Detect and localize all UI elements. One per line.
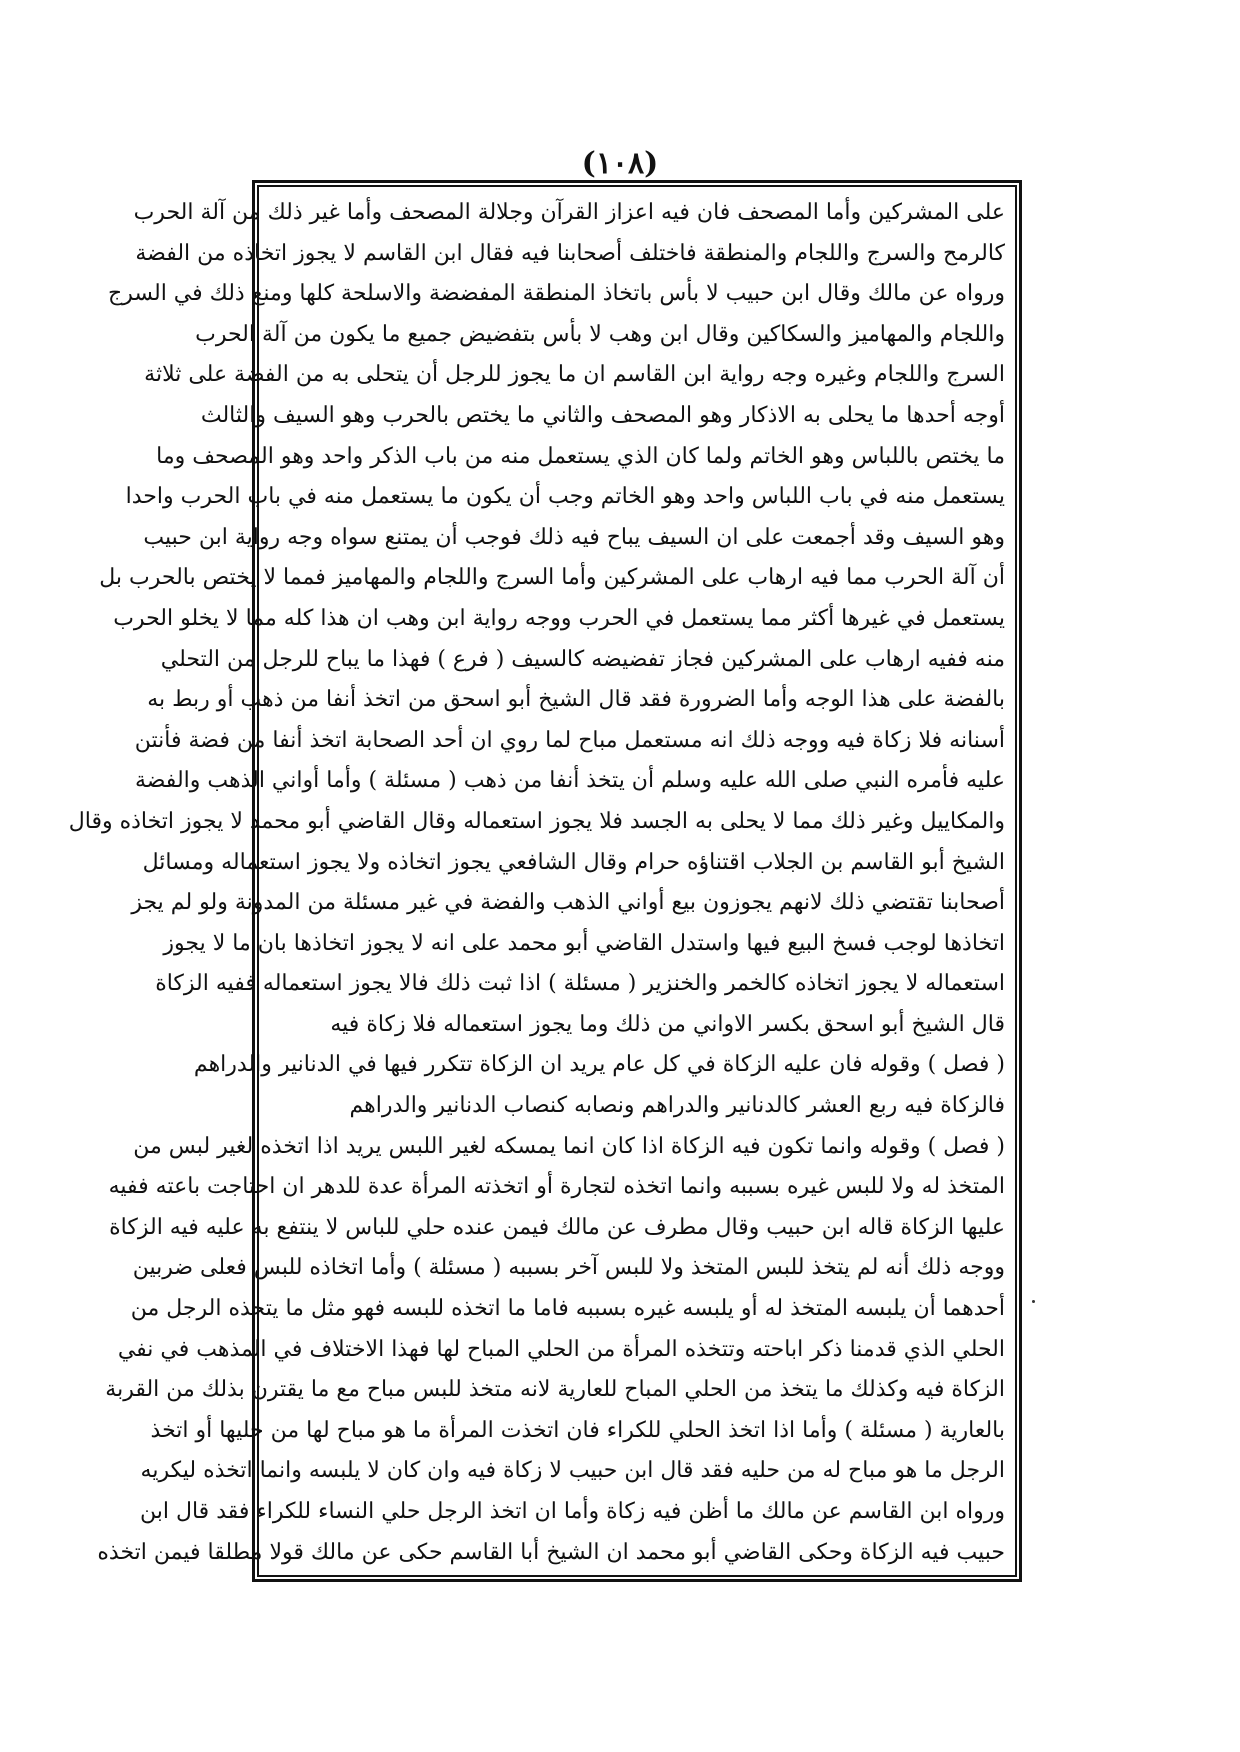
text-line: ( فصل ) وقوله وانما تكون فيه الزكاة اذا كان انما يمسكه لغير اللبس يريد اذا اتخذه لغير لبس من bbox=[133, 1133, 1005, 1159]
text-line: بالفضة على هذا الوجه وأما الضرورة فقد قال الشيخ أبو اسحق من اتخذ أنفا من ذهب أو ربط به bbox=[147, 687, 1005, 713]
page-number: (١٠٨) bbox=[581, 146, 659, 181]
text-line: ورواه ابن القاسم عن مالك ما أظن فيه زكاة وأما ان اتخذ الرجل حلي النساء للكراء فقد قال ابن bbox=[140, 1499, 1005, 1524]
text-line: أصحابنا تقتضي ذلك لانهم يجوزون بيع أواني الذهب والفضة في غير مسئلة من المدونة ولو لم يجز bbox=[131, 890, 1005, 916]
text-line: ورواه عن مالك وقال ابن حبيب لا بأس باتخاذ المنطقة المفضضة والاسلحة كلها ومنع ذلك في السرج bbox=[108, 281, 1005, 307]
text-line: أن آلة الحرب مما فيه ارهاب على المشركين وأما السرج واللجام والمهاميز فمما لا يختص بالحرب بل bbox=[99, 565, 1005, 591]
text-line: الرجل ما هو مباح له من حليه فقد قال ابن حبيب لا زكاة فيه وان كان لا يلبسه وانما اتخذه ليكريه bbox=[140, 1458, 1005, 1484]
text-line: وهو السيف وقد أجمعت على ان السيف يباح فيه ذلك فوجب أن يمتنع سواه وجه رواية ابن حبيب bbox=[143, 524, 1005, 550]
body-text bbox=[68, 193, 1005, 1573]
text-line: ( فصل ) وقوله فان عليه الزكاة في كل عام يريد ان الزكاة تتكرر فيها في الدنانير والدراهم bbox=[193, 1052, 1005, 1078]
text-frame bbox=[68, 180, 1022, 1582]
text-line: الزكاة فيه وكذلك ما يتخذ من الحلي المباح للعارية لانه متخذ للبس مباح مع ما يقترن بذلك من القربة bbox=[105, 1377, 1005, 1403]
text-line: عليها الزكاة قاله ابن حبيب وقال مطرف عن مالك فيمن عنده حلي للباس لا ينتفع به عليه فيه الزكاة bbox=[109, 1214, 1005, 1240]
text-line: فالزكاة فيه ربع العشر كالدنانير والدراهم ونصابه كنصاب الدنانير والدراهم bbox=[349, 1093, 1005, 1119]
text-line: يستعمل منه في باب اللباس واحد وهو الخاتم وجب أن يكون ما يستعمل منه في باب الحرب واحدا bbox=[125, 484, 1005, 510]
text-line: الحلي الذي قدمنا ذكر اباحته وتتخذه المرأة من الحلي المباح لها فهذا الاختلاف في المذهب في نفي bbox=[117, 1336, 1005, 1362]
text-line: قال الشيخ أبو اسحق بكسر الاواني من ذلك وما يجوز استعماله فلا زكاة فيه bbox=[330, 1011, 1005, 1037]
text-line: ما يختص باللباس وهو الخاتم ولما كان الذي يستعمل منه من باب الذكر واحد وهو المصحف وما bbox=[156, 443, 1005, 469]
text-line: أسنانه فلا زكاة فيه ووجه ذلك انه مستعمل مباح لما روي ان أحد الصحابة اتخذ أنفا من فضة فأنتن bbox=[134, 727, 1005, 753]
text-line: المتخذ له ولا للبس غيره بسببه وانما اتخذه لتجارة أو اتخذته المرأة عدة للدهر ان احتاجت باعته ففيه bbox=[108, 1174, 1005, 1200]
text-line: بالعارية ( مسئلة ) وأما اذا اتخذ الحلي للكراء فان اتخذت المرأة ما هو مباح لها من حليها أو اتخذ bbox=[150, 1417, 1005, 1443]
text-line: ووجه ذلك أنه لم يتخذ للبس المتخذ ولا للبس آخر بسببه ( مسئلة ) وأما اتخاذه للبس فعلى ضربين bbox=[132, 1255, 1005, 1281]
margin-dot bbox=[1032, 1300, 1035, 1303]
text-line: كالرمح والسرج واللجام والمنطقة فاختلف أصحابنا فيه فقال ابن القاسم لا يجوز اتخاذه من الفضة bbox=[135, 240, 1005, 266]
text-line: أوجه أحدها ما يحلى به الاذكار وهو المصحف والثاني ما يختص بالحرب وهو السيف والثالث bbox=[200, 402, 1005, 428]
text-line: استعماله لا يجوز اتخاذه كالخمر والخنزير ( مسئلة ) اذا ثبت ذلك فالا يجوز استعماله ففيه الزكاة bbox=[155, 971, 1005, 997]
text-line: منه ففيه ارهاب على المشركين فجاز تفضيضه كالسيف ( فرع ) فهذا ما يباح للرجل من التحلي bbox=[160, 646, 1005, 672]
text-line: اتخاذها لوجب فسخ البيع فيها واستدل القاضي أبو محمد على انه لا يجوز اتخاذها بان ما لا يجوز bbox=[163, 930, 1005, 956]
text-line: على المشركين وأما المصحف فان فيه اعزاز القرآن وجلالة المصحف وأما غير ذلك من آلة الحرب bbox=[133, 200, 1005, 225]
text-line: أحدهما أن يلبسه المتخذ له أو يلبسه غيره بسببه فاما ما اتخذه للبسه فهو مثل ما يتخذه الرجل من bbox=[130, 1296, 1005, 1322]
text-line: عليه فأمره النبي صلى الله عليه وسلم أن يتخذ أنفا من ذهب ( مسئلة ) وأما أواني الذهب والفضة bbox=[134, 768, 1005, 794]
text-line: يستعمل في غيرها أكثر مما يستعمل في الحرب ووجه رواية ابن وهب ان هذا كله مما لا يخلو الحرب bbox=[113, 605, 1005, 631]
text-line: واللجام والمهاميز والسكاكين وقال ابن وهب لا بأس بتفضيض جميع ما يكون من آلة الحرب bbox=[195, 321, 1005, 347]
text-line: الشيخ أبو القاسم بن الجلاب اقتناؤه حرام وقال الشافعي يجوز اتخاذه ولا يجوز استعماله ومسائل bbox=[142, 849, 1005, 875]
text-line: حبيب فيه الزكاة وحكى القاضي أبو محمد ان الشيخ أبا القاسم حكى عن مالك قولا مطلقا فيمن اتخذه bbox=[97, 1539, 1005, 1565]
text-line: والمكاييل وغير ذلك مما لا يحلى به الجسد فلا يجوز استعماله وقال القاضي أبو محمد لا يجوز اتخاذه وقال bbox=[68, 808, 1005, 834]
text-line: السرج واللجام وغيره وجه رواية ابن القاسم ان ما يجوز للرجل أن يتحلى به من الفضة على ثلاثة bbox=[144, 362, 1005, 388]
